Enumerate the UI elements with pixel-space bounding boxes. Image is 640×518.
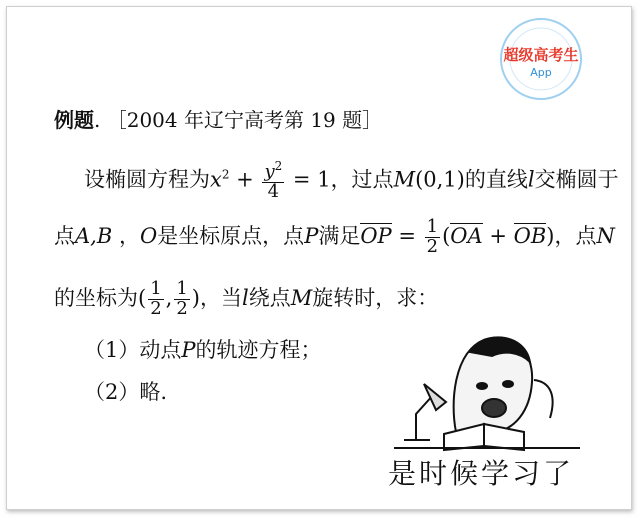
- text-segment: ，点: [554, 223, 597, 248]
- problem-line-3: [54, 280, 438, 319]
- fraction-n1: [148, 280, 163, 319]
- math-var: M: [393, 167, 416, 192]
- vector-oa: OA: [450, 223, 483, 248]
- example-label: 例题: [54, 108, 94, 132]
- example-heading: [54, 104, 382, 133]
- text-segment: ，: [112, 223, 140, 248]
- example-source: ［2004 年辽宁高考第 19 题］: [106, 108, 383, 132]
- math-denominator: 2: [176, 297, 188, 319]
- person-face-icon: [454, 337, 553, 432]
- text-segment: 是坐标原点，点: [157, 223, 305, 248]
- desk-lamp-icon: [404, 384, 446, 440]
- text-segment: 满足: [318, 223, 361, 248]
- problem-line-2: [54, 218, 615, 257]
- text-segment: （1）动点: [84, 338, 182, 362]
- fraction-y2-over-4: [262, 160, 284, 202]
- math-op: ): [546, 223, 555, 248]
- math-var: N: [596, 223, 615, 248]
- logo-brand-text: 超级高考生: [503, 46, 579, 64]
- math-op: ,: [165, 285, 173, 310]
- question-2: [84, 376, 167, 406]
- text-segment: 的轨迹方程；: [195, 338, 322, 362]
- math-denominator: 2: [150, 297, 162, 319]
- text-segment: ，过点: [330, 167, 394, 192]
- math-var: M: [290, 285, 313, 310]
- cartoon-caption: 是时候学习了: [388, 457, 575, 490]
- fraction-one-half: [425, 218, 440, 257]
- math-var: l: [242, 285, 249, 310]
- math-op: =: [391, 223, 423, 248]
- vector-op: OP: [360, 223, 392, 248]
- math-exponent: 2: [274, 159, 283, 173]
- math-exponent: 2: [221, 167, 230, 182]
- math-var: O: [139, 223, 158, 248]
- question-1: [84, 334, 322, 364]
- math-var: x: [210, 167, 222, 192]
- text-segment: 旋转时，求：: [312, 285, 439, 310]
- math-var: P: [181, 338, 196, 362]
- text-segment: 绕点: [248, 285, 291, 310]
- math-var: y: [264, 161, 275, 182]
- math-denominator: 4: [267, 180, 280, 202]
- math-op: (: [442, 223, 451, 248]
- text-segment: （2）略.: [84, 380, 168, 404]
- vector-ob: OB: [513, 223, 547, 248]
- math-numerator: 1: [176, 278, 188, 299]
- problem-line-1: [84, 160, 619, 202]
- studying-cartoon-illustration: [384, 322, 584, 452]
- text-segment: )，当: [191, 285, 242, 310]
- math-op: +: [482, 223, 514, 248]
- math-numerator: 1: [426, 216, 439, 237]
- text-segment: 设椭圆方程为: [84, 167, 210, 192]
- math-coord: (0,1): [415, 167, 465, 192]
- math-numerator: 1: [150, 278, 162, 299]
- text-segment: 点: [54, 223, 75, 248]
- math-denominator: 2: [426, 235, 439, 257]
- math-var: A,B: [75, 223, 113, 248]
- math-var: l: [527, 167, 535, 192]
- text-segment: 交椭圆于: [534, 167, 619, 192]
- text-segment: 的坐标为(: [54, 285, 147, 310]
- text-segment: 的直线: [464, 167, 528, 192]
- heading-dot: .: [94, 108, 101, 132]
- fraction-n2: [174, 280, 189, 319]
- math-op: +: [229, 167, 261, 192]
- math-op: = 1: [286, 167, 331, 192]
- math-var: P: [304, 223, 319, 248]
- logo-app-text: App: [530, 66, 552, 79]
- app-logo: [498, 16, 584, 102]
